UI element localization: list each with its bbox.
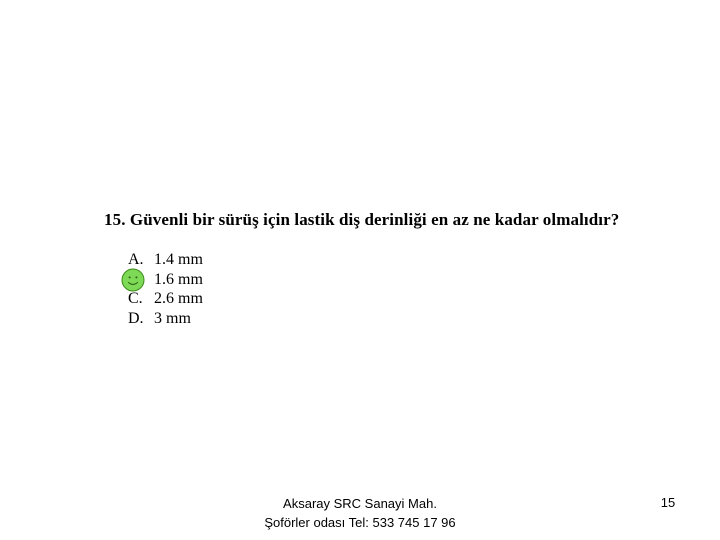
option-b[interactable] (128, 270, 203, 290)
option-letter: C. (128, 290, 143, 307)
footer-line-2: Şoförler odası Tel: 533 745 17 96 (264, 515, 456, 530)
option-text: 1.4 mm (154, 251, 203, 268)
option-letter: A. (128, 251, 144, 268)
smiley-face-icon (121, 268, 145, 292)
option-text: 3 mm (154, 309, 191, 327)
answer-options (128, 250, 203, 328)
question-text: 15. Güvenli bir sürüş için lastik diş derinliği en az ne kadar olmalıdır? (104, 210, 620, 229)
footer-address (210, 494, 510, 532)
option-text: 2.6 mm (154, 290, 203, 307)
option-letter: D. (128, 309, 144, 327)
option-text: 1.6 mm (154, 270, 203, 288)
footer-line-1: Aksaray SRC Sanayi Mah. (283, 496, 437, 511)
option-d[interactable] (128, 309, 203, 329)
page-number: 15 (660, 495, 676, 510)
option-c[interactable] (128, 289, 203, 309)
